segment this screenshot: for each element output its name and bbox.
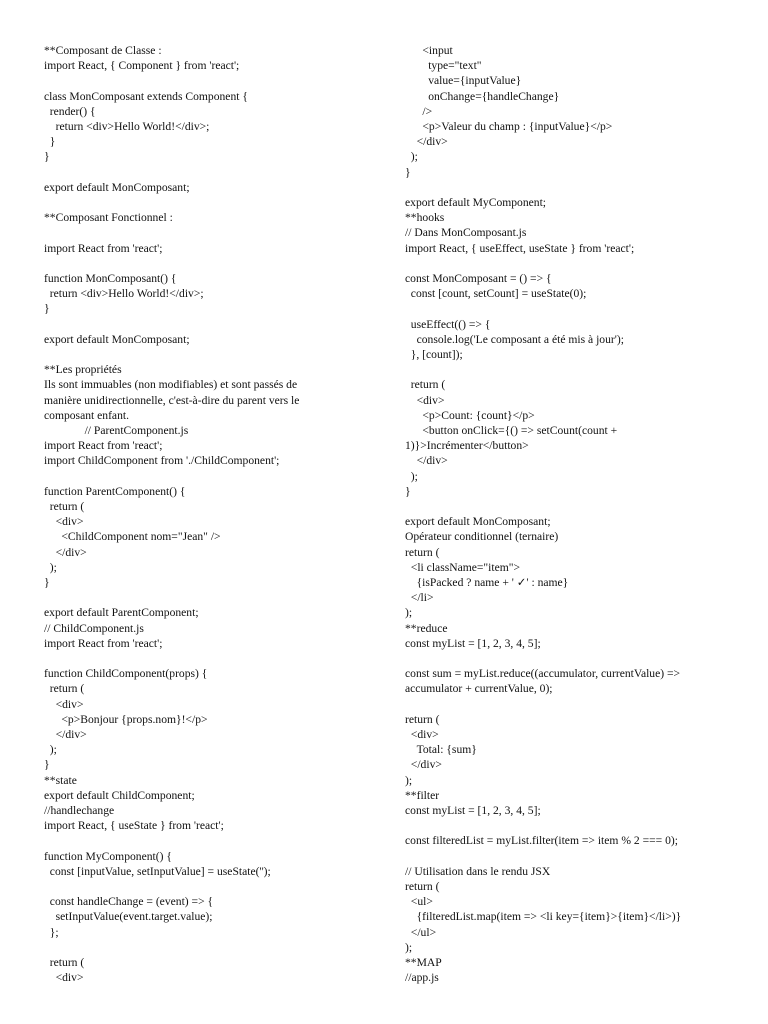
text-line: **filter <box>405 788 440 802</box>
text-line: const sum = myList.reduce((accumulator, currentValue) => <box>405 667 681 681</box>
text-line: import React, { useEffect, useState } from 'react'; <box>405 241 635 255</box>
text-line: export default MonComposant; <box>405 515 551 529</box>
text-line: const handleChange = (event) => { <box>44 895 214 909</box>
text-line <box>44 195 344 210</box>
text-line: export default ParentComponent; <box>44 606 199 620</box>
text-line: return <div>Hello World!</div>; <box>44 287 204 301</box>
text-line: </div> <box>44 727 87 741</box>
text-line: type="text" <box>405 59 482 73</box>
text-line: }; <box>44 925 59 939</box>
text-line: </div> <box>405 454 448 468</box>
text-line: return ( <box>44 682 85 696</box>
text-line: return ( <box>44 499 85 513</box>
text-line: ); <box>44 560 57 574</box>
text-line: **hooks <box>405 211 445 225</box>
text-line: setInputValue(event.target.value); <box>44 910 213 924</box>
text-line: } <box>44 150 50 164</box>
text-line: **MAP <box>405 956 442 970</box>
text-line: import React, { useState } from 'react'; <box>44 819 224 833</box>
left-text-column <box>44 43 344 985</box>
text-line: import ChildComponent from './ChildComponent'; <box>44 454 280 468</box>
text-line: function MonComposant() { <box>44 271 177 285</box>
text-line <box>405 180 740 195</box>
text-line: export default MonComposant; <box>44 332 190 346</box>
text-line <box>44 347 344 362</box>
text-line: // ChildComponent.js <box>44 621 144 635</box>
text-line: }, [count]); <box>405 348 463 362</box>
text-line <box>405 362 740 377</box>
text-line: onChange={handleChange} <box>405 89 560 103</box>
text-line: } <box>44 575 50 589</box>
text-line: **reduce <box>405 621 448 635</box>
text-line: composant enfant. <box>44 408 129 422</box>
text-line <box>44 651 344 666</box>
text-line: return <div>Hello World!</div>; <box>44 120 210 133</box>
text-line <box>44 73 344 88</box>
text-line: import React from 'react'; <box>44 439 163 453</box>
text-line: <p>Count: {count}</p> <box>405 408 535 422</box>
text-line <box>405 499 740 514</box>
text-line <box>44 256 344 271</box>
text-line: <div> <box>405 393 445 407</box>
text-line: </div> <box>405 135 448 149</box>
text-line <box>405 697 740 712</box>
text-line: } <box>405 484 411 498</box>
text-line <box>44 225 344 240</box>
text-line: <div> <box>44 697 84 711</box>
text-line: return ( <box>405 378 446 392</box>
text-line: ); <box>44 743 57 757</box>
text-line: export default ChildComponent; <box>44 788 195 802</box>
text-line: } <box>44 135 56 149</box>
text-line <box>405 849 740 864</box>
text-line: const MonComposant = () => { <box>405 272 552 286</box>
text-line: import React from 'react'; <box>44 241 163 255</box>
text-line: export default MyComponent; <box>405 196 547 210</box>
text-line: render() { <box>44 104 96 118</box>
text-line: useEffect(() => { <box>405 317 491 331</box>
text-line <box>405 818 740 833</box>
text-line: const [inputValue, setInputValue] = useState(''); <box>44 864 271 878</box>
right-text-column <box>405 43 740 985</box>
text-line: Opérateur conditionnel (ternaire) <box>405 530 559 544</box>
text-line: export default MonComposant; <box>44 180 190 194</box>
text-line <box>405 256 740 271</box>
text-line: value={inputValue} <box>405 74 522 88</box>
text-line: <button onClick={() => setCount(count + <box>405 424 618 438</box>
text-line: // Dans MonComposant.js <box>405 226 527 240</box>
text-line: class MonComposant extends Component { <box>44 89 248 103</box>
text-line: return ( <box>405 880 440 894</box>
text-line: </ul> <box>405 925 437 939</box>
text-line: <p>Bonjour {props.nom}!</p> <box>44 712 208 726</box>
text-line: <p>Valeur du champ : {inputValue}</p> <box>405 120 613 134</box>
text-line: // Utilisation dans le rendu JSX <box>405 864 551 878</box>
text-line <box>405 301 740 316</box>
text-line: 1)}>Incrémenter</button> <box>405 439 529 453</box>
text-line: function MyComponent() { <box>44 849 172 863</box>
text-line: } <box>405 165 411 179</box>
text-line <box>44 879 344 894</box>
text-line: function ParentComponent() { <box>44 484 186 498</box>
text-line: return ( <box>405 545 440 559</box>
text-line: return ( <box>405 712 440 726</box>
text-line: </div> <box>405 758 442 772</box>
text-line: <div> <box>405 728 439 742</box>
text-line: } <box>44 758 50 772</box>
text-line: Total: {sum} <box>405 743 477 757</box>
text-line: const filteredList = myList.filter(item => item % 2 === 0); <box>405 834 678 848</box>
text-line: **Les propriétés <box>44 363 122 377</box>
text-line: accumulator + currentValue, 0); <box>405 682 553 696</box>
text-line: ); <box>405 940 413 954</box>
text-line: const myList = [1, 2, 3, 4, 5]; <box>405 636 541 650</box>
text-line: <div> <box>44 971 84 985</box>
text-line: <div> <box>44 515 84 529</box>
text-line: return ( <box>44 955 85 969</box>
text-line: } <box>44 302 50 316</box>
text-line: **Composant de Classe : <box>44 44 162 57</box>
text-line: {filteredList.map(item => <li key={item}>{item}</li>)} <box>405 910 682 924</box>
text-line: const [count, setCount] = useState(0); <box>405 287 587 301</box>
text-line: /> <box>405 104 433 118</box>
text-line <box>44 165 344 180</box>
text-line: {isPacked ? name + ' ✓' : name} <box>405 576 569 590</box>
text-line: <li className="item"> <box>405 560 521 574</box>
text-line: // ParentComponent.js <box>44 423 189 437</box>
text-line: ); <box>405 150 418 164</box>
text-line <box>405 651 740 666</box>
text-line: const myList = [1, 2, 3, 4, 5]; <box>405 804 541 818</box>
text-line <box>44 317 344 332</box>
text-line: function ChildComponent(props) { <box>44 667 208 681</box>
text-line: <ChildComponent nom="Jean" /> <box>44 530 221 544</box>
text-line: import React from 'react'; <box>44 636 163 650</box>
text-line <box>44 940 344 955</box>
text-line: //handlechange <box>44 804 115 817</box>
text-line: import React, { Component } from 'react'; <box>44 59 240 73</box>
text-line: <input <box>405 44 453 57</box>
text-line: <ul> <box>405 895 433 909</box>
text-line: ); <box>405 773 413 787</box>
text-line <box>44 469 344 484</box>
text-line <box>44 590 344 605</box>
text-line: //app.js <box>405 971 439 985</box>
text-line: </li> <box>405 591 434 605</box>
text-line: ); <box>405 469 418 483</box>
text-line: </div> <box>44 545 87 559</box>
text-line: manière unidirectionnelle, c'est-à-dire du parent vers le <box>44 393 300 407</box>
text-line: **state <box>44 773 77 787</box>
text-line <box>44 833 344 848</box>
text-line: **Composant Fonctionnel : <box>44 211 173 225</box>
text-line: ); <box>405 606 413 620</box>
text-line: console.log('Le composant a été mis à jour'); <box>405 332 624 346</box>
text-line: Ils sont immuables (non modifiables) et sont passés de <box>44 378 298 392</box>
